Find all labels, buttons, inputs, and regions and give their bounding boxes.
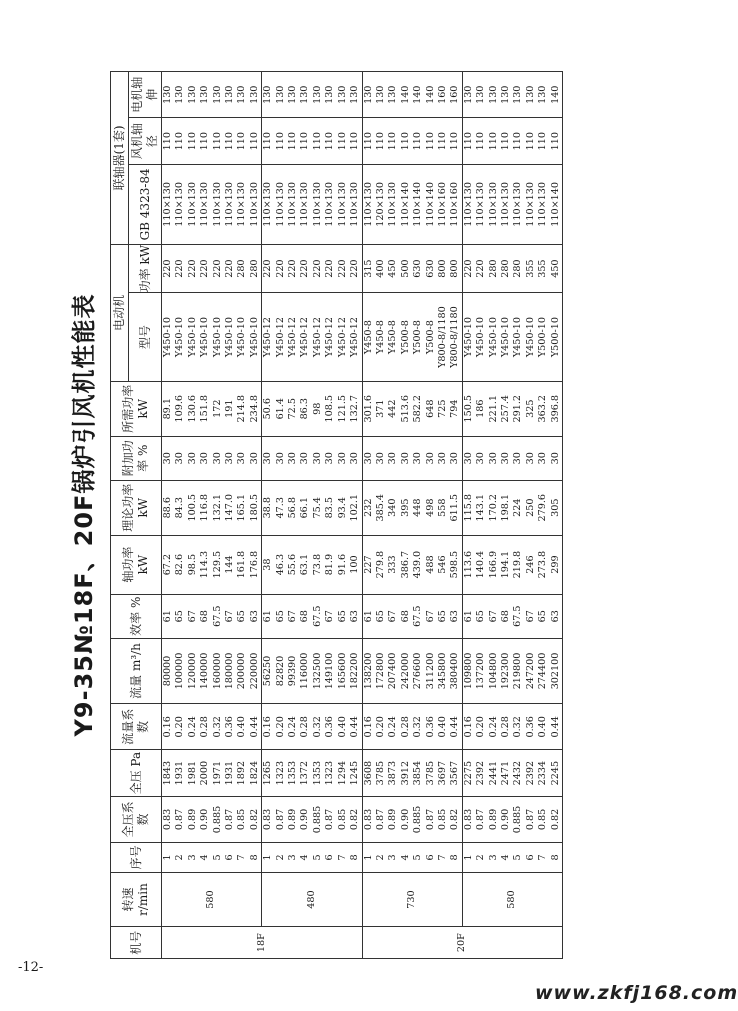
seq-cell: 1 2 3 4 5 6 7 8 <box>162 843 262 872</box>
gb-cell: 110×130 110×130 110×130 110×130 110×130 110×130 110×130 110×140 <box>462 164 562 244</box>
speed-cell: 730 <box>362 872 462 927</box>
header-flow-coef: 流量系数 <box>111 704 162 750</box>
required-power-cell: 50.6 61.4 72.5 86.3 98 108.5 121.5 132.7 <box>262 381 362 436</box>
header-fan-shaft: 风机轴径 <box>129 118 162 164</box>
header-gb: GB 4323-84 <box>129 164 162 244</box>
theory-power-cell: 38.8 47.3 56.8 66.1 75.4 83.5 93.4 102.1 <box>262 480 362 535</box>
fan-shaft-cell: 110 110 110 110 110 110 110 110 <box>262 118 362 164</box>
table-row <box>162 72 262 959</box>
table-row <box>362 72 462 959</box>
machine-label: 20F <box>362 927 563 959</box>
theory-power-cell: 115.8 143.1 170.2 198.1 224 250 279.6 305 <box>462 480 562 535</box>
header-shaft-power: 轴功率 kW <box>111 535 162 594</box>
motor-power-cell: 220 220 280 280 280 355 355 450 <box>462 244 562 292</box>
header-required-power: 所需功率 kW <box>111 381 162 436</box>
header-motor: 电动机 <box>111 244 129 381</box>
motor-shaft-cell: 130 130 130 130 130 130 130 130 <box>162 72 262 119</box>
extra-power-cell: 30 30 30 30 30 30 30 30 <box>462 436 562 480</box>
motor-model-cell: Y450-10 Y450-10 Y450-10 Y450-10 Y450-10 Y450-10 Y450-10 Y450-10 <box>162 293 262 381</box>
pressure-coef-cell: 0.83 0.87 0.89 0.90 0.885 0.87 0.85 0.82 <box>162 796 262 842</box>
header-motor-model: 型号 <box>129 293 162 381</box>
efficiency-cell: 61 65 67 68 67.5 67 65 63 <box>262 594 362 638</box>
header-pressure: 全压 Pa <box>111 750 162 796</box>
page-number: -12- <box>18 960 44 975</box>
page-title: Y9-35№18F、20F锅炉引风机性能表 <box>70 293 98 737</box>
header-speed: 转速 r/min <box>111 872 162 927</box>
header-machine: 机号 <box>111 927 162 959</box>
theory-power-cell: 88.6 84.3 100.5 116.8 132.1 147.0 165.1 180.5 <box>162 480 262 535</box>
motor-model-cell: Y450-8 Y450-8 Y450-8 Y500-8 Y500-8 Y500-8 Y800-8/1180 Y800-8/1180 <box>362 293 462 381</box>
extra-power-cell: 30 30 30 30 30 30 30 30 <box>362 436 462 480</box>
fan-shaft-cell: 110 110 110 110 110 110 110 110 <box>362 118 462 164</box>
flow-cell: 138200 172800 207400 242000 276600 311200 345800 380400 <box>362 638 462 703</box>
required-power-cell: 301.6 371 442 513.6 582.2 648 725 794 <box>362 381 462 436</box>
flow-coef-cell: 0.16 0.20 0.24 0.28 0.32 0.36 0.40 0.44 <box>462 704 562 750</box>
rotated-page <box>60 65 700 965</box>
header-theory-power: 理论功率 kW <box>111 480 162 535</box>
theory-power-cell: 232 385.4 340 395 448 498 558 611.5 <box>362 480 462 535</box>
speed-cell: 580 <box>162 872 262 927</box>
header-row-1 <box>111 72 129 959</box>
shaft-power-cell: 113.6 140.4 166.9 194.1 219.8 246 273.8 299 <box>462 535 562 594</box>
extra-power-cell: 30 30 30 30 30 30 30 30 <box>262 436 362 480</box>
motor-power-cell: 315 400 450 500 630 630 800 800 <box>362 244 462 292</box>
motor-model-cell: Y450-12 Y450-12 Y450-12 Y450-12 Y450-12 Y450-12 Y450-12 Y450-12 <box>262 293 362 381</box>
flow-coef-cell: 0.16 0.20 0.24 0.28 0.32 0.36 0.40 0.44 <box>362 704 462 750</box>
seq-cell: 1 2 3 4 5 6 7 8 <box>462 843 562 872</box>
efficiency-cell: 61 65 67 68 67.5 67 65 63 <box>362 594 462 638</box>
header-extra-power: 附加功率 % <box>111 436 162 480</box>
shaft-power-cell: 38 46.3 55.6 63.1 73.8 81.9 91.6 100 <box>262 535 362 594</box>
flow-coef-cell: 0.16 0.20 0.24 0.28 0.32 0.36 0.40 0.44 <box>162 704 262 750</box>
pressure-coef-cell: 0.83 0.87 0.89 0.90 0.885 0.87 0.85 0.82 <box>462 796 562 842</box>
gb-cell: 110×130 110×130 110×130 110×130 110×130 110×130 110×130 110×130 <box>162 164 262 244</box>
header-pressure-coef: 全压系数 <box>111 796 162 842</box>
performance-table <box>110 71 563 959</box>
fan-shaft-cell: 110 110 110 110 110 110 110 110 <box>162 118 262 164</box>
machine-label: 18F <box>162 927 363 959</box>
table-row <box>462 72 562 959</box>
motor-shaft-cell: 130 130 130 140 140 140 160 160 <box>362 72 462 119</box>
motor-power-cell: 220 220 220 220 220 220 280 280 <box>162 244 262 292</box>
speed-cell: 580 <box>462 872 562 927</box>
pressure-cell: 1265 1323 1353 1372 1353 1323 1294 1245 <box>262 750 362 796</box>
motor-model-cell: Y450-10 Y450-10 Y450-10 Y450-10 Y450-10 Y450-10 Y500-10 Y500-10 <box>462 293 562 381</box>
flow-cell: 109800 137200 104800 192300 219800 247200 274400 302100 <box>462 638 562 703</box>
table-row <box>262 72 362 959</box>
efficiency-cell: 61 65 67 68 67.5 67 65 63 <box>462 594 562 638</box>
shaft-power-cell: 227 279.8 333 386.7 439.0 488 546 598.5 <box>362 535 462 594</box>
flow-coef-cell: 0.16 0.20 0.24 0.28 0.32 0.36 0.40 0.44 <box>262 704 362 750</box>
header-efficiency: 效率 % <box>111 594 162 638</box>
header-seq: 序号 <box>111 843 162 872</box>
efficiency-cell: 61 65 67 68 67.5 67 65 63 <box>162 594 262 638</box>
seq-cell: 1 2 3 4 5 6 7 8 <box>362 843 462 872</box>
flow-cell: 80000 100000 120000 140000 160000 180000 200000 220000 <box>162 638 262 703</box>
pressure-cell: 2275 2392 2441 2471 2432 2392 2334 2245 <box>462 750 562 796</box>
flow-cell: 56250 82820 99390 116000 132500 149100 165600 182200 <box>262 638 362 703</box>
seq-cell: 1 2 3 4 5 6 7 8 <box>262 843 362 872</box>
motor-shaft-cell: 130 130 130 130 130 130 130 130 <box>262 72 362 119</box>
pressure-coef-cell: 0.83 0.87 0.89 0.90 0.885 0.87 0.85 0.82 <box>262 796 362 842</box>
site-watermark: www.zkfj168.com <box>535 982 738 1004</box>
gb-cell: 110×130 120×130 110×130 110×140 110×140 110×140 110×160 110×160 <box>362 164 462 244</box>
pressure-cell: 3608 3785 3873 3912 3854 3785 3697 3567 <box>362 750 462 796</box>
pressure-cell: 1843 1931 1981 2000 1971 1931 1892 1824 <box>162 750 262 796</box>
header-motor-shaft: 电机轴伸 <box>129 72 162 119</box>
extra-power-cell: 30 30 30 30 30 30 30 30 <box>162 436 262 480</box>
pressure-coef-cell: 0.83 0.87 0.89 0.90 0.885 0.87 0.85 0.82 <box>362 796 462 842</box>
header-motor-power: 功率 kW <box>129 244 162 292</box>
gb-cell: 110×130 110×130 110×130 110×130 110×130 110×130 110×130 110×130 <box>262 164 362 244</box>
motor-power-cell: 220 220 220 220 220 220 220 220 <box>262 244 362 292</box>
fan-shaft-cell: 110 110 110 110 110 110 110 110 <box>462 118 562 164</box>
shaft-power-cell: 67.2 82.6 98.5 114.3 129.5 144 161.8 176.8 <box>162 535 262 594</box>
speed-cell: 480 <box>262 872 362 927</box>
header-coupling: 联轴器(1套) <box>111 72 129 245</box>
header-flow: 流量 m³/h <box>111 638 162 703</box>
motor-shaft-cell: 130 130 130 130 130 130 130 140 <box>462 72 562 119</box>
required-power-cell: 89.1 109.6 130.6 151.8 172 191 214.8 234.8 <box>162 381 262 436</box>
required-power-cell: 150.5 186 221.1 257.4 291.2 325 363.2 396.8 <box>462 381 562 436</box>
